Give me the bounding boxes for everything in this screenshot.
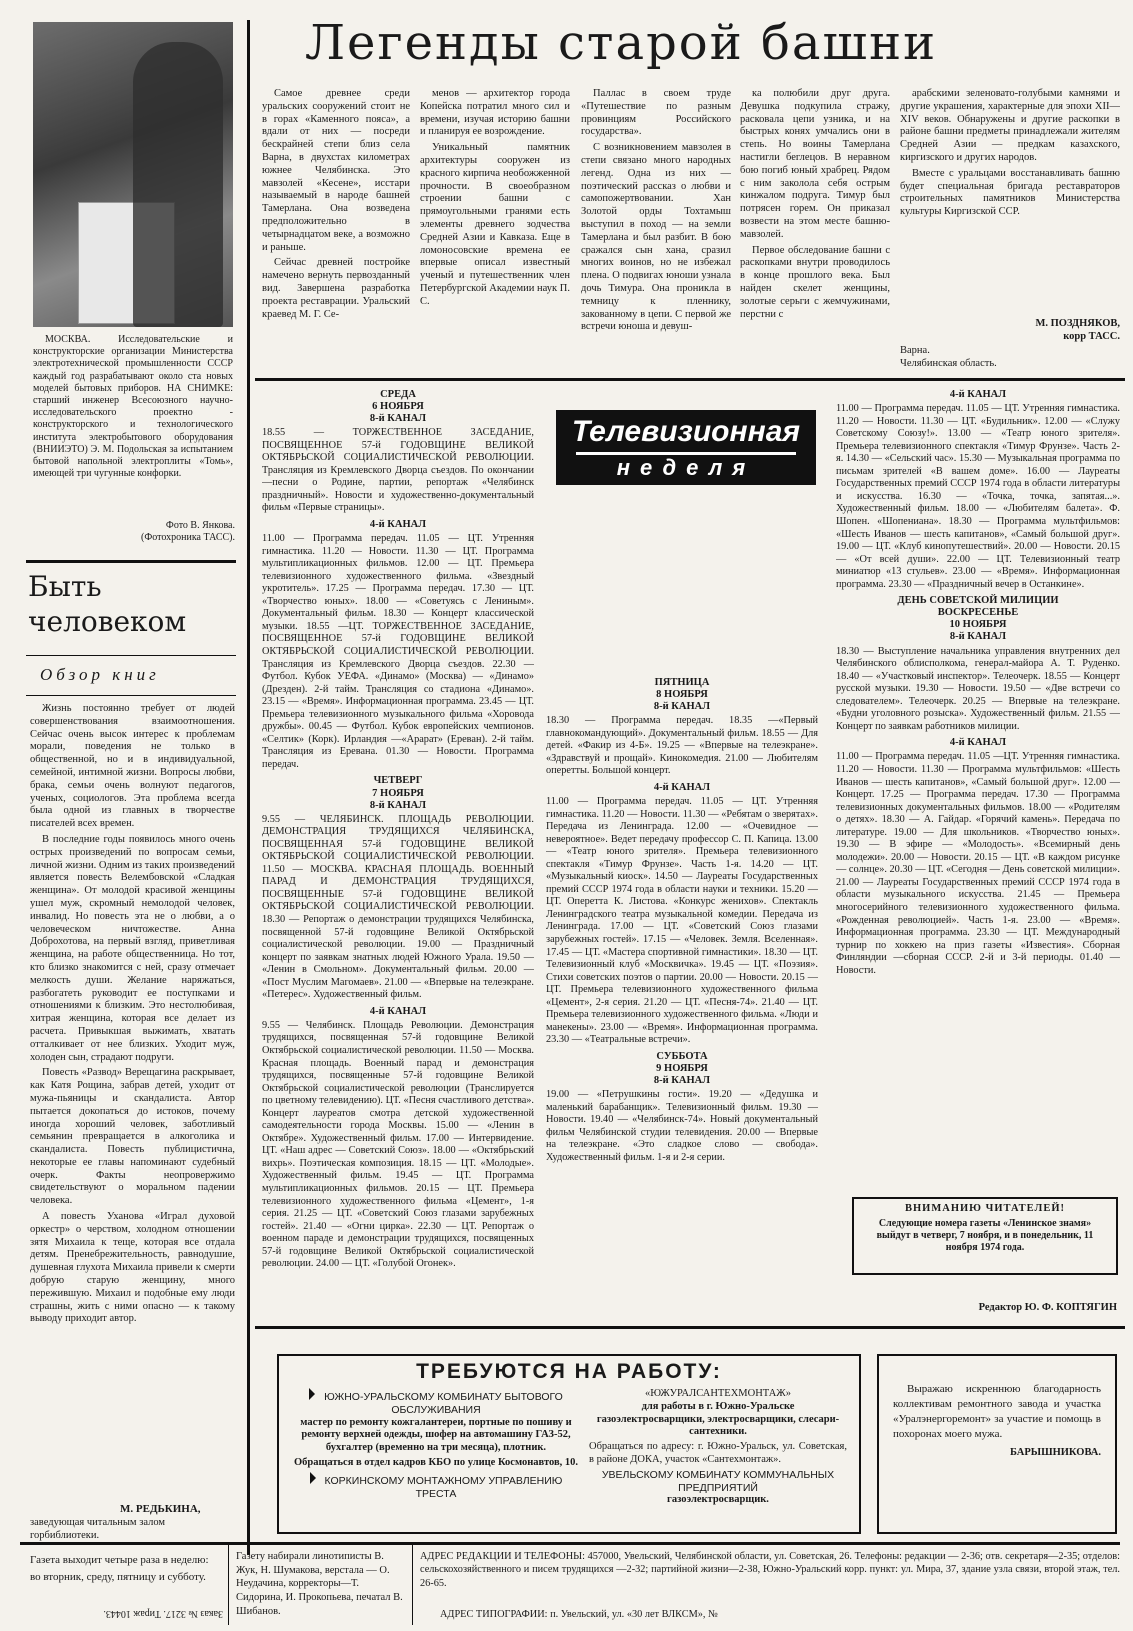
tv-fri-head: ПЯТНИЦА 8 НОЯБРЯ 8-й КАНАЛ bbox=[653, 677, 711, 713]
review-paragraph: В последние годы появилось много очень острых произведений по вопросам семьи, личной жизни. Одним из таких произведений является повесть Велембовской «Сладкая женщина». От молодой красивой женщины ушел муж, скромный немолодой человек, инвалид. Но повесть эта не о любви, а о человеческом ничтожестве. Анна Доброхотова, на первый взгляд, приветливая женщина, на работе общественница. Но тот, кто близко знакомится с ней, сразу отмечает мелкость души. Желание наряжаться, разбогатеть руководит ее поступками и отношениями к близким. Это нестолюбивая, хитрая женщина, которая все делает из расчета. Привыкшая выжимать, хватать отталкивает от нее близких. Уходит муж, холоден сын, страдают подруги. bbox=[30, 833, 235, 1063]
editor: Редактор Ю. Ф. КОПТЯГИН bbox=[978, 1302, 1117, 1313]
jobs-org-2 bbox=[291, 1472, 581, 1501]
tv-thu-ch8: 9.55 — ЧЕЛЯБИНСК. ПЛОЩАДЬ РЕВОЛЮЦИИ. ДЕМОНСТРАЦИЯ ТРУДЯЩИХСЯ ЧЕЛЯБИНСКА, ПОСВЯЩЕННАЯ 57-й ГОДОВЩИНЕ ВЕЛИКОЙ ОКТЯБРЬСКОЙ СОЦИАЛИСТИЧЕСКОЙ РЕВОЛЮЦИИ. 11.50 — МОСКВА. КРАСНАЯ ПЛОЩАДЬ. ВОЕННЫЙ ПАРАД И ДЕМОНСТРАЦИЯ ТРУДЯЩИХСЯ, ПОСВЯЩЕННЫЕ 57-й ГОДОВЩИНЕ ВЕЛИКОЙ ОКТЯБРЬСКОЙ СОЦИАЛИСТИЧЕСКОЙ РЕВОЛЮЦИИ. 18.30 — Репортаж о демонстрации трудящихся Челябинска, посвященной 57-й годовщине Великой Октябрьской социалистической революции. 19.00 — Праздничный концерт по заявкам знатных людей Южного Урала. 19.50 — «Ленин в Смольном». Документальный фильм. 20.00 — «Пост Муслим Магомаев». 21.00 — «Впервые на телеэкране. «Петерес». Художественный фильм. bbox=[262, 813, 534, 1001]
tv-sat-head: СУББОТА 9 НОЯБРЯ 8-й КАНАЛ bbox=[653, 1050, 711, 1087]
news-photo bbox=[33, 22, 233, 327]
legend-col-5 bbox=[900, 88, 1120, 318]
legend-text: ка полюбили друг друга. Девушка подкупила стражу, расковала цепи узника, и на быстрых конях умчались они в степь. Но воины Тамерлана настигли беглецов. В неравном бою погиб юный храбрец. Рядом с ним заколола себя острым кинжалом подруга. Тимур был потрясен горем. Он приказал возвести на этом месте башню-мавзолей. bbox=[740, 88, 890, 240]
divider-left-2 bbox=[26, 655, 236, 656]
thanks-signature: БАРЫШНИКОВА. bbox=[1009, 1447, 1101, 1459]
divider-legend bbox=[255, 378, 1125, 381]
review-body bbox=[30, 703, 235, 1548]
tv-wed-ch8: 18.55 — ТОРЖЕСТВЕННОЕ ЗАСЕДАНИЕ, ПОСВЯЩЕННОЕ 57-й ГОДОВЩИНЕ ВЕЛИКОЙ ОКТЯБРЬСКОЙ СОЦИАЛИСТИЧЕСКОЙ РЕВОЛЮЦИИ. Трансляция из Кремлевского Дворца съездов. По окончании—песни о Родине, партии, репортаж «Челябинск праздничный». Новости и художественно-документальный фильм «Первые страницы». bbox=[262, 427, 534, 514]
tv-wed-ch4-head: 4-й КАНАЛ bbox=[369, 519, 427, 531]
legend-text: менов — архитектор города Копейска потратил много сил и времени, изучая историю башни и планируя ее возрождение. bbox=[420, 88, 570, 138]
review-title-1: Быть bbox=[28, 570, 102, 603]
tv-logo bbox=[556, 410, 816, 485]
legend-headline: Легенды старой башни bbox=[305, 15, 938, 71]
photo-credit: Фото В. Янкова. (Фотохроника ТАСС). bbox=[141, 520, 235, 544]
jobs-ad bbox=[277, 1354, 861, 1534]
divider-left-3 bbox=[26, 695, 236, 696]
review-paragraph: Повесть «Развод» Верещагина раскрывает, как Катя Рощина, забрав детей, уходит от мужа-пьяницы и скандалиста. Автор пытается докопаться до истоков, почему иногда хороший человек, заботливый семьянин превращается в алкоголика и скандалиста. Повесть публицистична, некоторые ее главы напоминают судебный очерк. Факты неопровержимо свидетельствуют о моральном падении человека. bbox=[30, 1067, 235, 1207]
jobs-right bbox=[589, 1388, 847, 1507]
legend-text: арабскими зеленовато-голубыми камнями и другие украшения, характерные для эпохи XII—XIV веков. Обнаружены и другие раскопки в районе башни предметы принадлежали жителям Средней Азии — предкам казахского, киргизского и других народов. bbox=[900, 88, 1120, 163]
jobs-left bbox=[291, 1388, 581, 1500]
woman-figure bbox=[133, 42, 223, 327]
legend-text: Самое древнее среди уральских сооружений стоит не в горах «Каменного пояса», а вдали от них — посреди бескрайней степи близ села Варна, в двухстах километрах южнее Челябинска. Это мавзолей «Кесене», исстари называемый в народе башней Тамерлана. Она возведена предположительно в четырнадцатом веке, а возможно и раньше. bbox=[262, 88, 410, 253]
jobs-title: ТРЕБУЮТСЯ НА РАБОТУ: bbox=[416, 1360, 722, 1383]
legend-col-4 bbox=[740, 88, 890, 373]
legend-text: С возникновением мавзолея в степи связано много народных легенд. Одна из них — поэтический рассказ о любви и самопожертвовании. Хан Золотой орды Тохтамыш выступил в поход — на земли Тамерлана и был разбит. В бою сражался сын хана, сразил многих воинов, но не избежал плена. О подвигах юноши узнала дочь Тимура. Она проникла в темницу к пленнику, закованному в цепи. С первой же встречи юноша и девуш- bbox=[581, 142, 731, 333]
vertical-rule-left bbox=[247, 20, 250, 1555]
legend-text: Вместе с уральцами восстанавливать башню будет специальная бригада реставраторов строительных памятников Министерства культуры Киргизской ССР. bbox=[900, 167, 1120, 218]
thanks-text: Выражаю искреннюю благодарность коллективам ремонтного завода и участка «Уралэнергоремонт» за участие и помощь в похоронах моего мужа. bbox=[893, 1383, 1101, 1440]
legend-text: Сейчас древней постройке намечено вернуть первозданный вид. Завершена разработка проекта реставрации. Уральский краевед М. Г. Се- bbox=[262, 257, 410, 320]
review-subtitle: Обзор книг bbox=[40, 665, 160, 684]
footer-address: АДРЕС РЕДАКЦИИ И ТЕЛЕФОНЫ: 457000, Увельский, Челябинской области, ул. Советская, 26. Телефоны: редакции — 2-36; отв. секретаря—2-35; отделов: сельскохозяйственного и писем трудящихся —2-32; партийной жизни—2-38, Южно-Уральский корр. пункт: ул. Мира, 37, здание узла связи, второй этаж, тел. 26-65. bbox=[420, 1551, 1120, 1589]
tv-sun-ch4-head: 4-й КАНАЛ bbox=[949, 737, 1007, 749]
jobs-org-1-text: мастер по ремонту кожгалантереи, портные по пошиву и ремонту верхней одежды, шофер на автомашину ГАЗ-52, бухгалтер (временно на три месяца), плотник. bbox=[300, 1416, 572, 1454]
star-bullet-icon bbox=[309, 1388, 321, 1400]
tv-sun-ch4: 11.00 — Программа передач. 11.05 —ЦТ. Утренняя гимнастика. 11.20 — Новости. 11.30 — Программа мультфильмов: «Шесть Иванов — шесть капитанов», «Самый большой друг». 12.00 — Концерт. 17.25 — Программа передач. 17.30 — Программа телевизионных документальных фильмов. 18.00 — «Родителям о детях». 18.30 — А. Гайдар. «Горячий камень». Передача по литературе. 19.00 — Для школьников. «Творчество юных». 19.30 — В эфире — «Молодость». «Всемирный день молодежи». 20.00 — Новости. 20.15 — ЦТ. «В каждом рисунке — солнце». 20.30 — ЦТ. «Сегодня — День советской милиции». 21.00 — Лауреаты Государственных премий СССР 1974 года в области музыкального искусства. 21.45 — Премьера многосерийного телевизионного художественного фильма. «Рожденная революцией». Часть 1-я. 23.00 — «Время». Информационная программа. 23.30 — ЦТ. Международный турнир по хоккею на приз газеты «Известия». Сборная Финляндии —сборная СССР. 2-й и 3-й периоды. 01.40 — Новости. bbox=[836, 751, 1120, 976]
legend-place bbox=[900, 345, 1120, 371]
legend-place-1: Варна. bbox=[900, 345, 930, 356]
jobs-org-3: «ЮЖУРАЛСАНТЕХМОНТАЖ» bbox=[645, 1388, 791, 1399]
tv-thu-ch4: 9.55 — Челябинск. Площадь Революции. Демонстрация трудящихся, посвященная 57-й годовщине Великой Октябрьской социалистической революции. 11.50 — Москва. Красная площадь. Военный парад и демонстрация трудящихся, посвященные 57-й годовщине Великой Октябрьской социалистической революции (Транслируется по цветному телевидению). ЦТ. «Песня счастливого детства». Концерт лауреатов смотра детской художественной самодеятельности города Москвы. 15.00 — «Ленин в Октябре». Художественный фильм. 17.00 — Интервидение. ЦТ. «Наш адрес — Советский Союз». 18.00 — «Октябрьский вихрь». Поэтическая композиция. 18.15 — ЦТ. «Молодые». Художественный фильм. 19.45 — ЦТ. Программа мультипликационных фильмов. 20.15 — ЦТ. Премьера телевизионного художественного фильма «Цемент», 1-я серия. 21.25 — ЦТ. «Советский Союз глазами зарубежных гостей». 21.40 — «Огни цирка». 22.30 — ЦТ. Репортаж о военном параде и демонстрации трудящихся, посвященных 57-й годовщине Великой Октябрьской социалистической революции. 24.00 — ЦТ. «Голубой Огонек». bbox=[262, 1019, 534, 1270]
footer-typeset: Газету набирали линотиписты В. Жук, Н. Шумакова, верстала — О. Неудачина, корректоры—Т. Сидорина, И. Прокопьева, печатал В. Шибанов. bbox=[236, 1551, 403, 1617]
jobs-org-4: УВЕЛЬСКОМУ КОМБИНАТУ КОММУНАЛЬНЫХ ПРЕДПРИЯТИЙ bbox=[601, 1468, 835, 1494]
review-paragraph: Жизнь постоянно требует от людей совершенствования взаимоотношения. Сейчас очень высок интерес к проблемам морали, поведения не только в общественной, но и в индивидуальной, семейной, интимной жизни. Вопросы любви, брака, семьи очень волнуют педагогов, ученых, социологов. Эта проблема всегда была одной из главных в творчестве писателей всех времен. bbox=[30, 703, 235, 830]
footer-print: АДРЕС ТИПОГРАФИИ: п. Увельский, ул. «30 лет ВЛКСМ», № bbox=[440, 1609, 718, 1620]
tv-thu-head: ЧЕТВЕРГ 7 НОЯБРЯ 8-й КАНАЛ bbox=[369, 775, 427, 811]
tv-sun-ch8: 18.30 — Выступление начальника управления внутренних дел Челябинского облисполкома, генерал-майора А. Т. Руденко. 18.40 — «Участковый инспектор». Телеочерк. 18.55 — Концерт русской музыки. 19.30 — Новости. 19.50 — «Две встречи со следователем». Телеочерк. 20.25 — Впервые на телеэкране. «Будни уголовного розыска». Художественный фильм. 21.55 — Концерт по заявкам работников милиции. bbox=[836, 645, 1120, 732]
legend-col-2 bbox=[420, 88, 570, 373]
thanks-ad bbox=[877, 1354, 1117, 1534]
tv-fri-ch8: 18.30 — Программа передач. 18.35 —«Первый главнокомандующий». Документальный фильм. 18.55 — Для детей. «Факир из 4-Б». 19.25 — «Впервые на телеэкране». «Здравствуй и прощай». Кинокомедия. 21.00 — Любителям оперетты. Большой концерт. bbox=[546, 715, 818, 777]
review-title-2: человеком bbox=[28, 605, 187, 638]
tv-wed-ch4: 11.00 — Программа передач. 11.05 — ЦТ. Утренняя гимнастика. 11.20 — Новости. 11.30 — ЦТ. Программа мультипликационных фильмов. 12.00 — ЦТ. Премьера телевизионного художественного фильма. «Звездный укротитель». 17.25 — Программа передач. 17.30 — ЦТ. «Творчество юных». 18.00 — «Советуясь с Лениным». Документальный фильм. 18.30 — Концерт классической музыки. 18.55 —ЦТ. ТОРЖЕСТВЕННОЕ ЗАСЕДАНИЕ, ПОСВЯЩЕННОЕ 57-й ГОДОВЩИНЕ ВЕЛИКОЙ ОКТЯБРЬСКОЙ СОЦИАЛИСТИЧЕСКОЙ РЕВОЛЮЦИИ. Трансляция из Кремлевского Дворца съездов. 22.30 — Футбол. Кубок УЕФА. «Динамо» (Москва) — «Динамо» (Дрезден). 2-й тайм. Трансляция со стадиона «Динамо». 23.15 — «Время». Информационная программа. 23.45 — ЦТ. Премьера телевизионного музыкального фильма «Хоровода дружбы». 00.45 — Футбол. Кубок европейских чемпионов. «Селтик» (Корк). Ирландия —«Арарат» (Ереван). 2-й тайм. Трансляция из Еревана. 01.30 — Новости. Программа передач. bbox=[262, 533, 534, 770]
footer-rule-1 bbox=[228, 1545, 229, 1625]
jobs-org-2-label: КОРКИНСКОМУ МОНТАЖНОМУ УПРАВЛЕНИЮ ТРЕСТА bbox=[324, 1474, 563, 1500]
footer-schedule: Газета выходит четыре раза в неделю: во вторник, среду, пятницу и субботу. bbox=[30, 1554, 209, 1584]
review-author: М. РЕДЬКИНА, bbox=[120, 1503, 201, 1515]
jobs-org-3-addr: Обращаться по адресу: г. Южно-Уральск, ул. Советская, в районе ДОКА, участок «Сантехмонтаж». bbox=[589, 1441, 847, 1465]
legend-text: Первое обследование башни с раскопками внутри проводилось в конце прошлого века. Был найден скелет женщины, золотые серьги с жемчужинами, перстни с bbox=[740, 244, 890, 320]
tv-fri-ch4: 11.00 — Программа передач. 11.05 — ЦТ. Утренняя гимнастика. 11.20 — Новости. 11.30 — «Ребятам о зверятах». Передача из Ленинграда. 12.00 — «Очевидное — невероятное». Ведет передачу профессор С. П. Капица. 13.00 — «Театр юного зрителя». Премьера телевизионного спектакля «Тимур Фрунзе». Часть 1-я. 14.20 — ЦТ. «Музыкальный киоск». 14.50 — Лауреаты Государственных премий СССР 1974 года в области науки и техники. 15.20 — ЦТ. Оперетта К. Листова. «Конкурс женихов». Спектакль Ленинградского театра музыкальной комедии. Передача из Ленинграда. 17.00 — ЦТ. «Советский Союз глазами зарубежных гостей». 17.15 — «Человек. Земля. Вселенная». 17.45 — ЦТ. «Мастера спортивной гимнастики». 18.30 — ЦТ. Телевизионный клуб «Москвичка». 19.45 — ЦТ. «Поэзия». Стихи советских поэтов о партии. 20.00 — Новости. 20.15 — ЦТ. Премьера телевизионного художественного фильма «Цемент», 2-я серия. 21.20 — ЦТ. «Песня-74». 21.40 — ЦТ. Премьера телевизионного художественного фильма. «Люди и манекены». 23.00 — «Время». Информационная программа. 23.30 — «Театральные встречи». bbox=[546, 795, 818, 1046]
notice-title: ВНИМАНИЮ ЧИТАТЕЛЕЙ! bbox=[905, 1203, 1065, 1214]
notice-text: Следующие номера газеты «Ленинское знамя» выйдут в четверг, 7 ноября, и в понедельник, 11 ноября 1974 года. bbox=[876, 1217, 1094, 1254]
jobs-org-1-label: ЮЖНО-УРАЛЬСКОМУ КОМБИНАТУ БЫТОВОГО ОБСЛУЖИВАНИЯ bbox=[324, 1391, 563, 1416]
tv-sun-head: ДЕНЬ СОВЕТСКОЙ МИЛИЦИИ ВОСКРЕСЕНЬЕ 10 НОЯБРЯ 8-й КАНАЛ bbox=[897, 595, 1059, 643]
legend-author-title: корр ТАСС. bbox=[1063, 330, 1120, 342]
footer-top-rule bbox=[20, 1542, 1120, 1545]
photo-caption-text: МОСКВА. Исследовательские и конструкторские организации Министерства электротехнической промышленности СССР каждый год разрабатывают около ста новых моделей бытовых приборов. НА СНИМКЕ: старший инженер Всесоюзного научно-исследовательского проектно - конструкторского и технологического института электробытового оборудования (ВНИИЭТО) Э. М. Подольская за испытанием бытовой напольной электроплиты «Томь», имеющей три чугунные конфорки. bbox=[33, 334, 233, 480]
tv-sat-ch8: 19.00 — «Петрушкины гости». 19.20 — «Дедушка и маленький барабанщик». Телевизионный фильм. 19.30 — Новости. 19.40 — «Челябинск-74». Новый документальный фильм Челябинской студии телевидения. 20.00 — Впервые на телеэкране. «Это сладкое слово — свобода». Художественный фильм. 1-я и 2-я серии. bbox=[546, 1089, 818, 1163]
tv-wed-head: СРЕДА 6 НОЯБРЯ 8-й КАНАЛ bbox=[369, 389, 427, 425]
tv-logo-top: Телевизионная bbox=[571, 415, 801, 448]
legend-place-2: Челябинская область. bbox=[900, 357, 997, 369]
tv-sat-ch4: 11.00 — Программа передач. 11.05 — ЦТ. Утренняя гимнастика. 11.20 — Новости. 11.30 — ЦТ. «Будильник». 12.00 — «Служу Советскому Союзу!». 13.00 — «Театр юного зрителя». Премьера телевизионного спектакля «Тимур Фрунзе». Часть 2-я. 14.30 — «Сельский час». 15.30 — Музыкальная программа по письмам зрителей «В вашем доме». 16.00 — Лауреаты Государственных премий СССР 1974 года в области литературы и искусства. 16.30 — «Точка, точка, запятая...». Художественный фильм. 18.00 — «Любителям балета». Ф. Шопен. «Шопениана». 18.30 — Программа мультфильмов: «Шесть Иванов — шесть капитанов», «Самый большой друг». 19.00 — ЦТ. «Клуб кинопутешествий». 20.00 — Новости. 20.15 — «От всей души». 22.00 — ЦТ. Телевизионный театр миниатюр «13 стульев». 23.00 — «Время». Информационная программа. 23.30 — «Праздничный вечер в Останкине». bbox=[836, 403, 1120, 590]
jobs-org-3-text: для работы в г. Южно-Уральске газоэлектросварщики, электросварщики, слесари-сантехники. bbox=[596, 1400, 840, 1438]
tv-fri-ch4-head: 4-й КАНАЛ bbox=[653, 781, 711, 793]
divider-tv-bottom bbox=[255, 1326, 1125, 1329]
review-paragraph: А повесть Уханова «Играл духовой оркестр» о черством, холодном отношении зятя Михаила к теще, которая все отдала детям. Пренебрежительность, равнодушие, душевная глухота Михаила привели к смерти добрую старую женщину, много пережившую. Михаил и подобные ему люди страшны, жить с ними опасно — к такому выводу приходит автор. bbox=[30, 1211, 235, 1325]
tv-col-3 bbox=[836, 385, 1120, 1190]
jobs-org-1 bbox=[291, 1388, 581, 1417]
legend-col-1 bbox=[262, 88, 410, 373]
legend-author-name: М. ПОЗДНЯКОВ, bbox=[1035, 318, 1120, 329]
tv-logo-bottom: неделя bbox=[576, 452, 796, 481]
star-bullet-icon bbox=[310, 1472, 322, 1484]
tv-sat-ch4-head: 4-й КАНАЛ bbox=[949, 389, 1007, 400]
tv-thu-ch4-head: 4-й КАНАЛ bbox=[369, 1005, 427, 1017]
divider-left-1 bbox=[26, 560, 236, 563]
legend-col-3 bbox=[581, 88, 731, 373]
footer-rule-2 bbox=[412, 1545, 413, 1625]
jobs-org-4-text: газоэлектросварщик. bbox=[667, 1494, 769, 1506]
tv-col-1 bbox=[262, 385, 534, 1290]
notice-box bbox=[852, 1197, 1118, 1275]
jobs-org-1-addr: Обращаться в отдел кадров КБО по улице Космонавтов, 10. bbox=[293, 1456, 578, 1468]
legend-text: Паллас в своем труде «Путешествие по разным провинциям Российского государства». bbox=[581, 88, 731, 138]
tv-col-2 bbox=[546, 492, 818, 1292]
legend-text: Уникальный памятник архитектуры сооружен из красного кирпича необожженной прочности. В своеобразном строении башни с прямоугольными гранями есть элементы древнего зодчества Средней Азии и Кавказа. Еще в ломоносовские времена ее впервые описал известный ученый и путешественник член Петербургской Академии наук П. С. bbox=[420, 142, 570, 307]
footer-order: Заказ № 3217. Тираж 10443. bbox=[103, 1608, 223, 1620]
photo-caption bbox=[33, 334, 233, 509]
review-author-title: заведующая читальным залом горбиблиотеки. bbox=[30, 1517, 166, 1541]
legend-author bbox=[960, 318, 1120, 344]
